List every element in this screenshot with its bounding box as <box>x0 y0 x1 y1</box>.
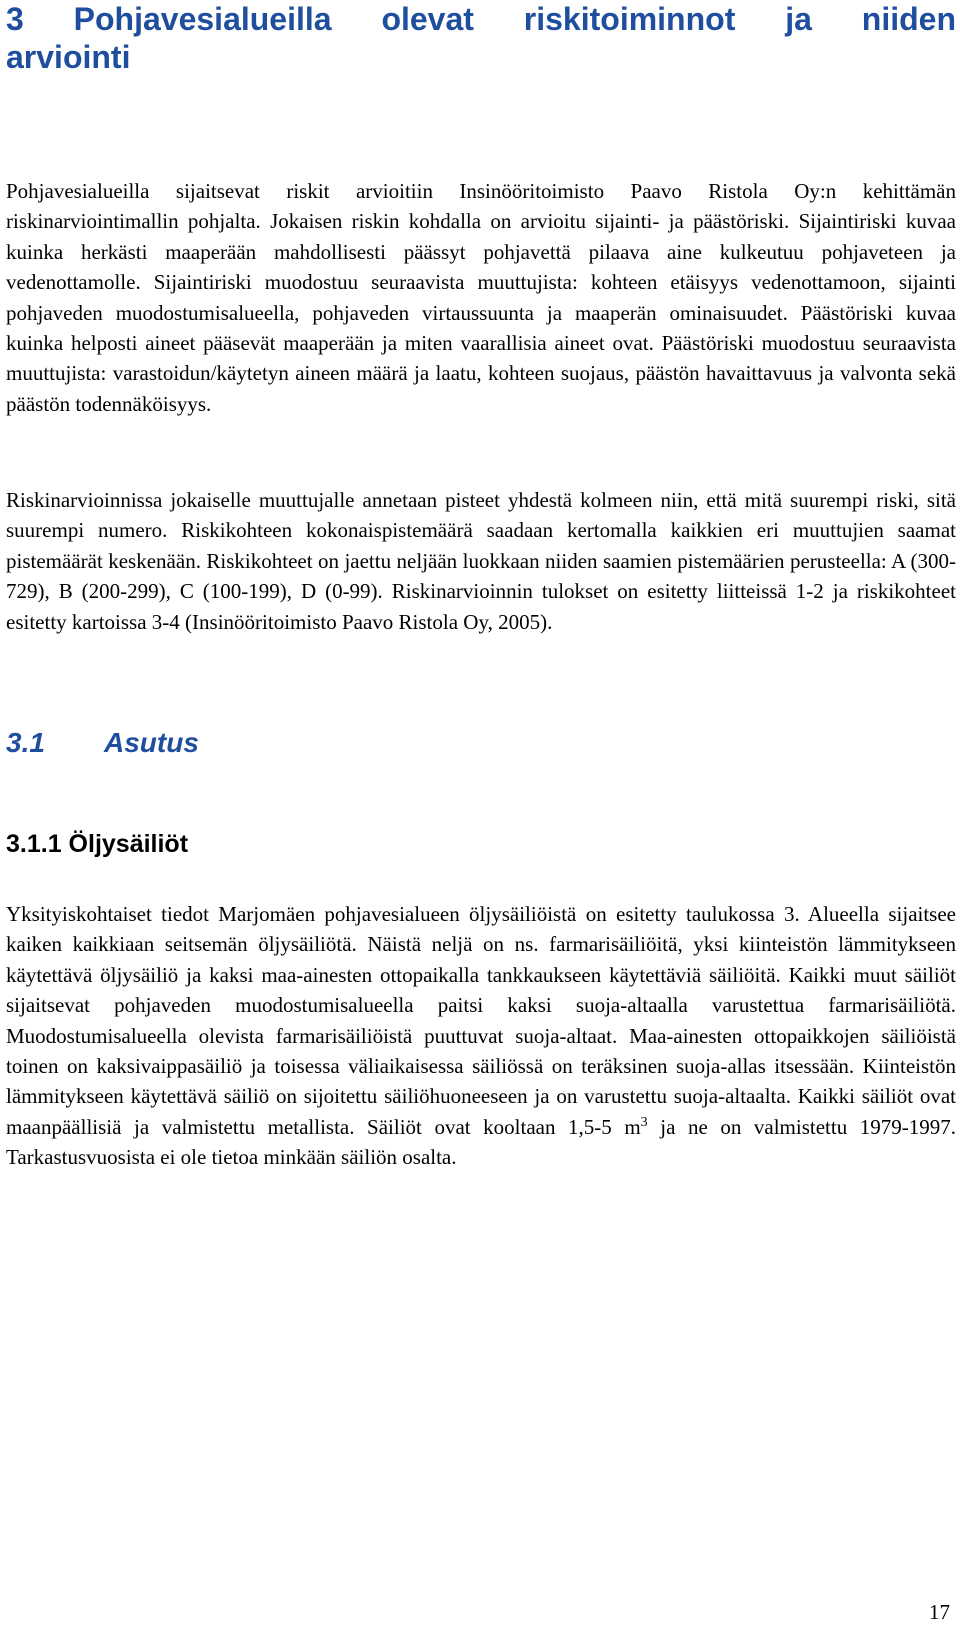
section-heading-line2: arviointi <box>6 39 131 75</box>
superscript-cubed: 3 <box>640 1114 648 1130</box>
document-page <box>6 0 956 1640</box>
paragraph-oil-tanks-text-a: Yksityiskohtaiset tiedot Marjomäen pohjavesialueen öljysäiliöistä on esitetty taulukossa 3. Alueella sijaitsee kaiken kaikkiaan seitsemän öljysäiliötä. Näistä neljä on ns. farmarisäiliöitä, yksi kiinteistön lämmitykseen käytettävä öljysäiliö ja kaksi maa-ainesten ottopaikalla tankkaukseen käytettäviä säiliöitä. Kaikki muut säiliöt sijaitsevat pohjaveden muodostumisalueella paitsi kaksi suoja-altaalla varustettua farmarisäiliötä. Muodostumisalueella olevista farmarisäiliöistä puuttuvat suoja-altaat. Maa-ainesten ottopaikkojen säiliöistä toinen on kaksivaippasäiliö ja toisessa väliaikaisessa säiliössä on teräksinen suoja-allas itsessään. Kiinteistön lämmitykseen käytettävä säiliö on sijoitettu säiliöhuoneeseen ja on varustettu suoja-altaalta. Kaikki säiliöt ovat maanpäällisiä ja valmistettu metallista. Säiliöt ovat kooltaan 1,5-5 m <box>6 902 956 1139</box>
paragraph-oil-tanks-text-b: ja ne on valmistettu 1979-1997. Tarkastusvuosista ei ole tietoa minkään säiliön osalta. <box>6 1114 957 1170</box>
section-heading <box>6 0 956 76</box>
subsection-number: 3.1 <box>6 727 45 758</box>
page-number: 17 <box>929 1600 950 1624</box>
paragraph-scoring: Riskinarvioinnissa jokaiselle muuttujalle annetaan pisteet yhdestä kolmeen niin, että mitä suurempi riski, sitä suurempi numero. Riskikohteen kokonaispistemäärä saadaan kertomalla kaikkien eri muuttujien saamat pistemäärät keskenään. Riskikohteet on jaettu neljään luokkaan niiden saamien pistemäärien perusteella: A (300-729), B (200-299), C (100-199), D (0-99). Riskinarvioinnin tulokset on esitetty liitteissä 1-2 ja riskikohteet esitetty kartoissa 3-4 (Insinööritoimisto Paavo Ristola Oy, 2005). <box>6 488 956 634</box>
paragraph-risk-assessment: Pohjavesialueilla sijaitsevat riskit arvioitiin Insinööritoimisto Paavo Ristola Oy:n kehittämän riskinarviointimallin pohjalta. Jokaisen riskin kohdalla on arvioitu sijainti- ja päästöriski. Sijaintiriski kuvaa kuinka herkästi maaperään mahdollisesti päässyt pohjavettä pilaava aine kulkeutuu pohjaveteen ja vedenottamolle. Sijaintiriski muodostuu seuraavista muuttujista: kohteen etäisyys vedenottamoon, sijainti pohjaveden muodostumisalueella, pohjaveden virtaussuunta ja maaperän ominaisuudet. Päästöriski kuvaa kuinka helposti aineet pääsevät maaperään ja miten vaarallisia aineet ovat. Päästöriski muodostuu seuraavista muuttujista: varastoidun/käytetyn aineen määrä ja laatu, kohteen suojaus, päästön havaittavuus ja valvonta sekä päästön todennäköisyys. <box>6 179 956 416</box>
section-heading-line1: 3 Pohjavesialueilla olevat riskitoiminnot ja niiden <box>6 1 956 37</box>
subsection-title: Asutus <box>104 727 199 758</box>
subsection-heading <box>6 726 199 760</box>
paragraph-oil-tanks <box>6 899 956 1173</box>
subsubsection-heading: 3.1.1 Öljysäiliöt <box>6 830 189 858</box>
